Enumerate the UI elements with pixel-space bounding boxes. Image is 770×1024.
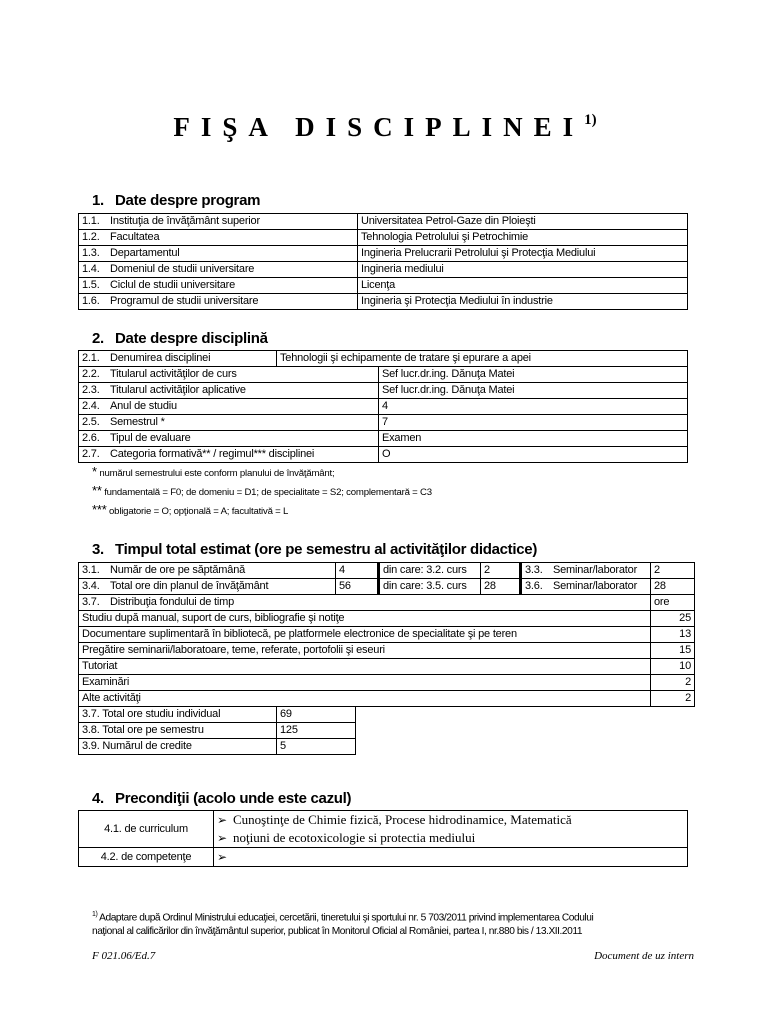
document-usage: Document de uz intern xyxy=(594,950,694,962)
form-code: F 021.06/Ed.7 xyxy=(92,950,156,962)
table-row: 2.4. Anul de studiu 4 xyxy=(79,399,688,415)
table-row xyxy=(79,811,688,848)
table-row: 3.4. Total ore din planul de învăţământ 56 din care: 3.5. curs 28 3.6. Seminar/laborator 28 xyxy=(79,579,695,595)
totals-table xyxy=(78,706,356,755)
table-row xyxy=(79,351,688,367)
table-row: 3.1. Număr de ore pe săptămână 4 din care: 3.2. curs 2 3.3. Seminar/laborator 2 xyxy=(79,563,695,579)
table-row: 1.2. Facultatea Tehnologia Petrolului şi Petrochimie xyxy=(79,230,688,246)
table-row: 2.7. Categoria formativă** / regimul*** disciplinei O xyxy=(79,447,688,463)
table-row xyxy=(79,848,688,867)
table-row: 1.3. Departamentul Ingineria Prelucrarii Petrolului şi Protecţia Mediului xyxy=(79,246,688,262)
table-row: Pregătire seminarii/laboratoare, teme, referate, portofolii şi eseuri 15 xyxy=(79,643,695,659)
time-table xyxy=(78,562,695,707)
discipline-table xyxy=(78,350,688,463)
discipline-name: Tehnologii şi echipamente de tratare şi epurare a apei xyxy=(277,351,688,367)
competente-label: 4.2. de competenţe xyxy=(79,848,214,867)
arrow-bullet-icon: ➢ xyxy=(217,831,228,845)
table-row: 3.7. Distribuţia fondului de timp ore xyxy=(79,595,695,611)
section-3-heading: 3. Timpul total estimat (ore pe semestru al activităţilor didactice) xyxy=(92,541,538,558)
table-row: 2.6. Tipul de evaluare Examen xyxy=(79,431,688,447)
table-row: 1.1. Instituţia de învăţământ superior Universitatea Petrol-Gaze din Ploieşti xyxy=(79,214,688,230)
arrow-bullet-icon: ➢ xyxy=(217,850,228,864)
row-label: 2.1. Denumirea disciplinei xyxy=(79,351,277,367)
table-row: 2.3. Titularul activităţilor aplicative Sef lucr.dr.ing. Dănuţa Matei xyxy=(79,383,688,399)
note-regime: *** obligatorie = O; opţională = A; facultativă = L xyxy=(92,502,289,517)
list-item: ➢ Cunoştinţe de Chimie fizică, Procese hidrodinamice, Matematică xyxy=(217,812,572,827)
section-2-heading: 2. Date despre disciplină xyxy=(92,330,268,347)
document-title: FIŞA DISCIPLINEI$^{1)}$ xyxy=(173,112,597,142)
table-row: 1.5. Ciclul de studii universitare Licenţa xyxy=(79,278,688,294)
table-row: 3.8. Total ore pe semestru 125 xyxy=(79,723,356,739)
table-row: Alte activităţi 2 xyxy=(79,691,695,707)
table-row: 3.9. Numărul de credite 5 xyxy=(79,739,356,755)
note-category: ** fundamentală = F0; de domeniu = D1; de specialitate = S2; complementară = C3 xyxy=(92,483,432,498)
note-semester: * numărul semestrului este conform planului de învăţământ; xyxy=(92,464,335,479)
table-row: 3.7. Total ore studiu individual 69 xyxy=(79,707,356,723)
table-row: 2.2. Titularul activităţilor de curs Sef lucr.dr.ing. Dănuţa Matei xyxy=(79,367,688,383)
program-table xyxy=(78,213,688,310)
section-1-heading: 1. Date despre program xyxy=(92,192,261,209)
table-row: 1.6. Programul de studii universitare Ingineria şi Protecţia Mediului în industrie xyxy=(79,294,688,310)
table-row: Studiu după manual, suport de curs, bibliografie şi notiţe 25 xyxy=(79,611,695,627)
footnote: $^{1)}$ Adaptare după Ordinul Ministrului educaţiei, cercetării, tineretului şi sportului nr. 5 703/2011 privind implementarea Codului naţional al calificărilor din învăţământul superior, publicat în Monitorul Oficial al României, partea I, nr.880 bis / 13.XII.2011 xyxy=(92,911,594,938)
list-item: ➢ noţiuni de ecotoxicologie si protectia mediului xyxy=(217,830,476,845)
table-row: Documentare suplimentară în bibliotecă, pe platformele electronice de specialitate şi pe teren 13 xyxy=(79,627,695,643)
curriculum-label: 4.1. de curriculum xyxy=(79,811,214,848)
preconditions-table xyxy=(78,810,688,867)
arrow-bullet-icon: ➢ xyxy=(217,813,228,827)
section-4-heading: 4. Precondiţii (acolo unde este cazul) xyxy=(92,790,352,807)
table-row: 2.5. Semestrul * 7 xyxy=(79,415,688,431)
table-row: 1.4. Domeniul de studii universitare Ingineria mediului xyxy=(79,262,688,278)
table-row: Tutoriat 10 xyxy=(79,659,695,675)
table-row: Examinări 2 xyxy=(79,675,695,691)
